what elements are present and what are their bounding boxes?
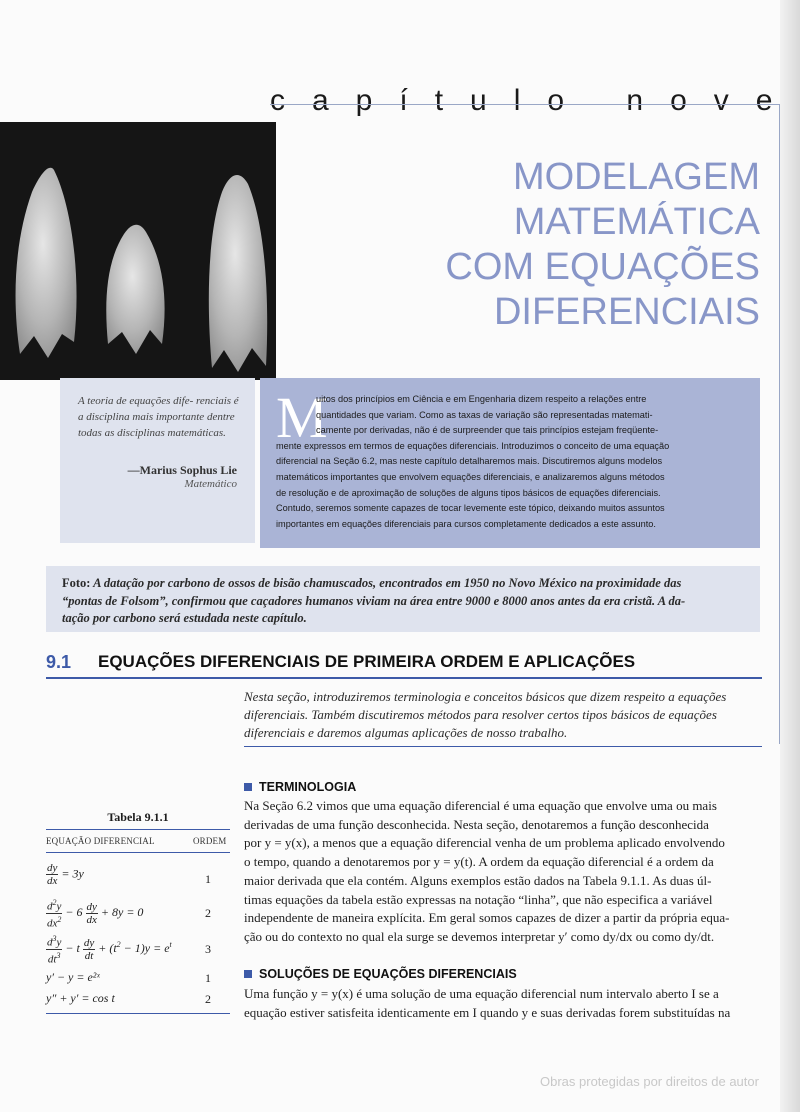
copyright-watermark: Obras protegidas por direitos de autor [540,1074,759,1089]
solucoes-paragraph [244,985,764,1022]
arrowheads-image [0,122,276,380]
table-title: Tabela 9.1.1 [107,810,169,824]
square-bullet-icon [244,970,252,978]
paragraph-line: o tempo, quando a denotaremos por y = y(t). A ordem da equação diferencial é a ordem da [244,854,714,870]
title-line: MATEMÁTICA [513,201,760,243]
intro-line: mente expressos em termos de equações diferenciais. Introduzimos o conceito de uma equação [276,440,670,451]
section-intro-line: Nesta seção, introduziremos terminologia e conceitos básicos que dizem respeito a equações [244,689,727,704]
photo-caption-box [46,566,760,632]
caption-line: A datação por carbono de ossos de bisão chamuscados, encontrados em 1950 no Novo México na proximidade das [93,576,682,590]
dropcap-letter: M [276,385,328,450]
chapter-label: capítulo nove [270,84,800,117]
square-bullet-icon [244,783,252,791]
subsection-heading-solucoes [244,967,517,981]
section-intro-line: diferenciais e daremos algumas aplicações de nosso trabalho. [244,725,568,740]
paragraph-line: ção ou do contexto no qual ela surge se devemos interpretar y′ como dy/dx ou como dy/dt. [244,928,715,944]
intro-line: diferencial na Seção 6.2, mas neste capítulo detalharemos mais. Discutiremos alguns modelos [276,456,663,467]
table-row-order: 3 [205,942,211,956]
title-line: DIFERENCIAIS [493,291,760,333]
caption-line: tação por carbono será estudada neste capítulo. [62,611,307,625]
section-rule [46,677,762,679]
caption-line: “pontas de Folsom”, confirmou que caçadores humanos viviam na área entre 9000 e 8000 anos antes da era cristã. A da- [62,593,686,608]
subsection-heading-text: TERMINOLOGIA [259,780,357,794]
epigraph-text: A teoria de equações dife- renciais é a disciplina mais importante dentre todas as disciplinas matemáticas. [78,395,239,439]
intro-line: Contudo, seremos somente capazes de tocar levemente este tópico, deixando muitos assuntos [276,503,665,514]
table-top-rule [46,829,230,830]
epigraph-author-role: Matemático [184,478,237,490]
section-title: EQUAÇÕES DIFERENCIAIS DE PRIMEIRA ORDEM E APLICAÇÕES [98,652,636,671]
subsection-heading-text: SOLUÇÕES DE EQUAÇÕES DIFERENCIAIS [259,967,517,981]
intro-line: importantes em equações diferenciais para cursos completamente dedicados a este assunto. [276,518,656,529]
table-row-order: 1 [205,971,211,985]
table-header-equation: EQUAÇÃO DIFERENCIAL [46,836,155,846]
intro-line: uitos dos princípios em Ciência e em Engenharia dizem respeito a relações entre [316,394,647,404]
page-edge-shadow [780,0,800,1112]
intro-line: de resolução e de aproximação de soluções de alguns tipos básicos de equações diferenciais. [276,487,661,498]
chapter-intro-box [260,378,760,548]
intro-line: camente por derivadas, não é de surpreender que tais princípios estejam freqüente- [316,425,659,436]
table-row-equation: $\frac{d^2y}{dx^2}$ − 6 $\frac{dy}{dx}$ + 8y = 0 [47,898,144,930]
paragraph-line: por y = y(x), a menos que a equação diferencial venha de um problema aplicado envolvendo [244,835,725,851]
table-row-equation: y′ − y = e²ˣ [46,970,100,984]
table-row-order: 2 [205,906,211,920]
paragraph-line: independente de maneira explícita. Em geral somos capazes de dizer a partir da própria equa- [244,910,730,926]
paragraph-line: Na Seção 6.2 vimos que uma equação diferencial é uma equação que envolve uma ou mais [244,798,717,813]
table-row-equation: $\frac{dy}{dx}$ = 3y [47,862,84,887]
paragraph-line: derivadas de uma função desconhecida. Nesta seção, denotaremos a função desconhecida [244,816,709,832]
table-bottom-rule [46,1013,230,1014]
paragraph-line: Uma função y = y(x) é uma solução de uma equação diferencial num intervalo aberto I se a [244,986,719,1001]
intro-line: quantidades que variam. Como as taxas de variação são representadas matemati- [316,409,653,420]
section-intro [244,688,764,742]
title-line: COM EQUAÇÕES [445,246,760,288]
side-rule [779,104,780,744]
table-header-order: ORDEM [193,836,227,846]
paragraph-line: timas equações da tabela estão expressas na notação “linha”, que não especifica a variável [244,891,713,907]
table-row-order: 2 [205,992,211,1006]
section-intro-rule [244,746,762,747]
paragraph-line: equação estiver satisfeita identicamente em I quando y e suas derivadas forem substituídas na [244,1004,731,1020]
table-header-rule [46,852,230,853]
section-number: 9.1 [46,652,72,672]
chapter-title [420,155,760,335]
paragraph-line: maior derivada que ela contém. Alguns exemplos estão dados na Tabela 9.1.1. As duas úl- [244,872,712,888]
title-line: MODELAGEM [512,156,760,198]
caption-label: Foto: [62,576,91,590]
subsection-heading-terminologia [244,780,356,794]
section-intro-line: diferenciais. Também discutiremos métodos para resolver certos tipos básicos de equações [244,707,717,722]
folsom-points-photo [0,122,276,380]
chapter-rule [270,104,780,105]
terminologia-paragraph [244,797,764,947]
epigraph-author: —Marius Sophus Lie [127,463,237,477]
intro-line: matemáticos importantes que envolvem equações diferenciais, e analizaremos alguns métodos [276,471,665,482]
table-row-equation: y″ + y′ = cos t [46,991,115,1005]
photo-caption [62,575,752,628]
epigraph-box [60,378,255,543]
table-row-equation: $\frac{d^3y}{dt^3}$ − t $\frac{dy}{dt}$ + $(t^2 - 1)y = e^t$ [47,934,172,966]
table-row-order: 1 [205,872,211,886]
chapter-intro-text [276,385,746,532]
